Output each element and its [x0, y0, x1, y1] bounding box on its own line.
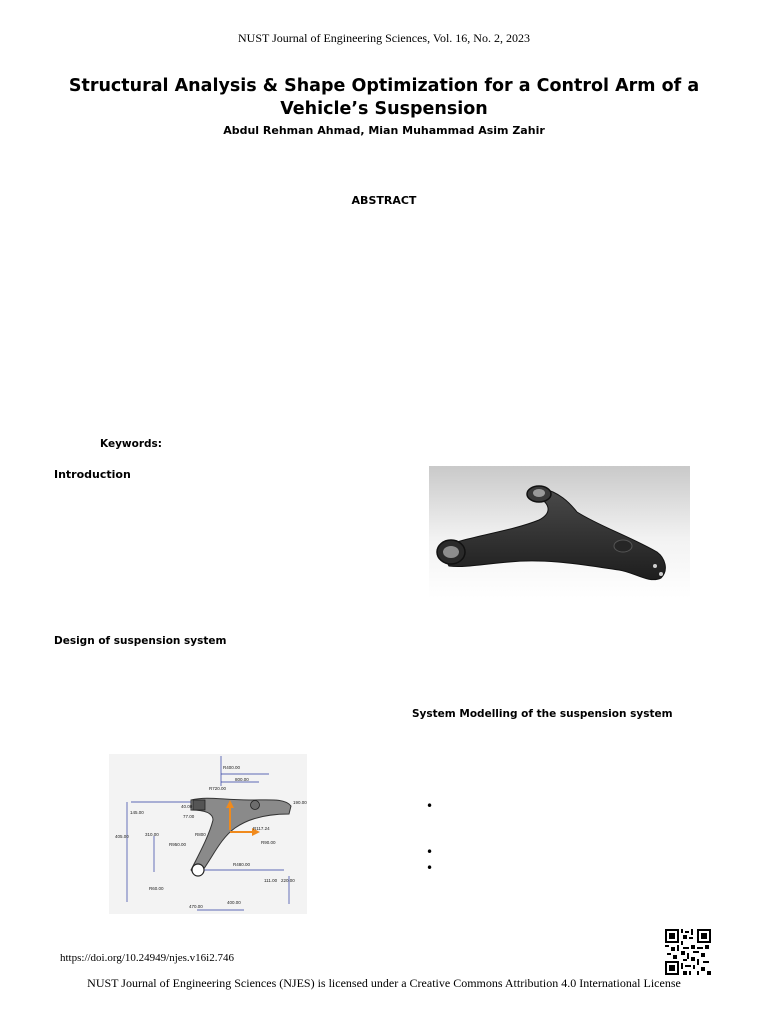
bullet: •: [426, 845, 434, 859]
dim-label: R400.00: [223, 765, 241, 770]
title-line-2: Vehicle’s Suspension: [280, 99, 488, 119]
dim-label: 77.00: [183, 814, 195, 819]
dim-label: 400.00: [227, 900, 241, 905]
license-text: NUST Journal of Engineering Sciences (NJES) is licensed under a Creative Commons Attribution 4.0 International License: [87, 976, 681, 990]
dim-label: R950.00: [169, 842, 187, 847]
dim-label: R720.00: [209, 786, 227, 791]
section-system-modelling: System Modelling of the suspension system: [412, 708, 673, 720]
dim-label: 405.00: [115, 834, 129, 839]
dim-label: 220.00: [281, 878, 295, 883]
dim-label: 40.00: [181, 804, 193, 809]
keywords-label: Keywords:: [100, 438, 162, 450]
paper-title: [60, 75, 708, 121]
section-design: Design of suspension system: [54, 635, 227, 647]
dim-label: 111.00: [264, 878, 278, 883]
dim-label: 190.00: [293, 800, 307, 805]
qr-code-icon: [665, 929, 711, 975]
figure-control-arm-render: [429, 466, 690, 598]
title-line-1: Structural Analysis & Shape Optimization for a Control Arm of a: [68, 76, 700, 96]
doi-link[interactable]: https://doi.org/10.24949/njes.v16i2.746: [60, 952, 234, 964]
dim-label: R117.24: [253, 826, 270, 831]
authors: Abdul Rehman Ahmad, Mian Muhammad Asim Zahir: [223, 124, 545, 137]
dim-label: R800: [195, 832, 206, 837]
dim-label: 310.00: [145, 832, 159, 837]
dim-label: 470.00: [189, 904, 203, 909]
dim-label: 145.00: [130, 810, 144, 815]
dim-label: R480.00: [233, 862, 251, 867]
journal-header: NUST Journal of Engineering Sciences, Vol. 16, No. 2, 2023: [238, 31, 530, 45]
dim-label: R60.00: [149, 886, 164, 891]
dim-label: R90.00: [261, 840, 276, 845]
section-introduction: Introduction: [54, 468, 131, 481]
abstract-heading: ABSTRACT: [351, 194, 417, 207]
dim-label: 800.00: [235, 777, 249, 782]
bullet: •: [426, 861, 434, 875]
bullet: •: [426, 799, 434, 813]
figure-control-arm-dimensions: [109, 754, 307, 914]
